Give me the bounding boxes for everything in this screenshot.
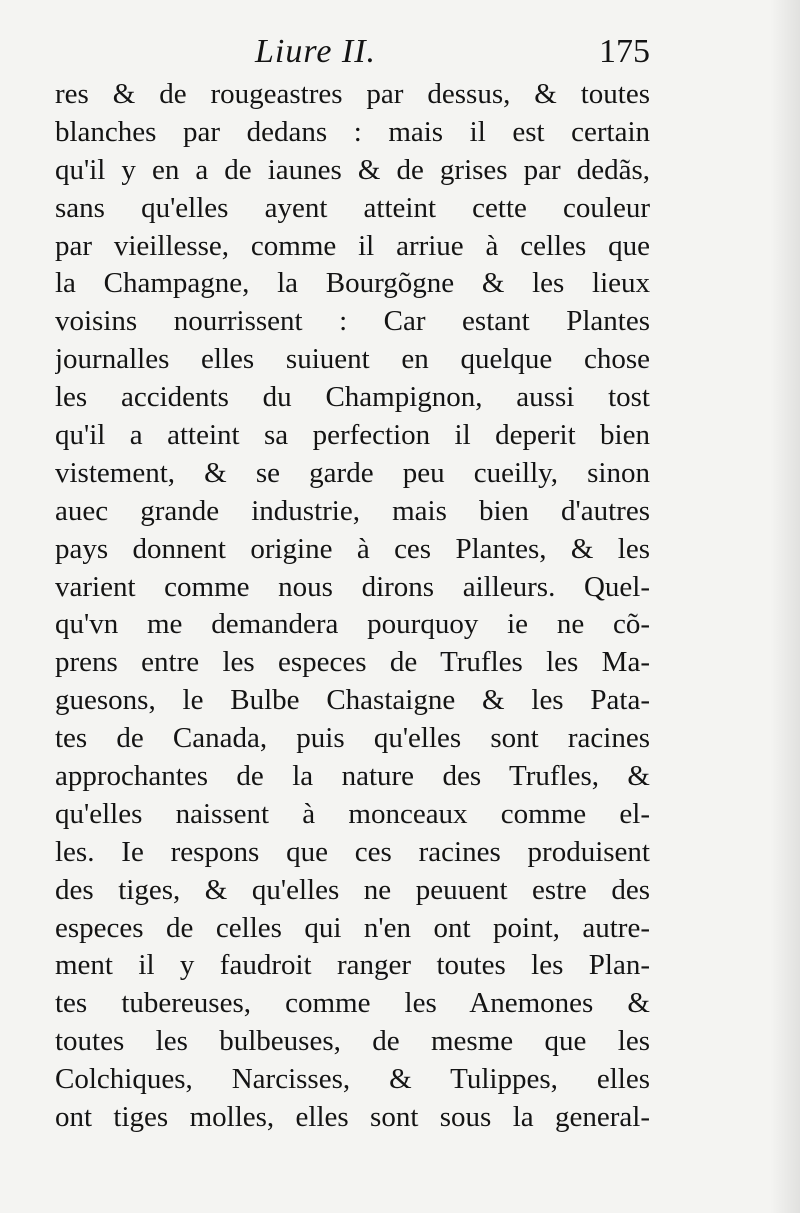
text-line: especes de celles qui n'en ont point, autre- <box>55 911 650 944</box>
text-line: vistement, & se garde peu cueilly, sinon <box>55 456 650 489</box>
body-text <box>55 76 650 1137</box>
text-line: par vieillesse, comme il arriue à celles que <box>55 229 650 262</box>
text-line: approchantes de la nature des Trufles, & <box>55 760 650 793</box>
text-line: auec grande industrie, mais bien d'autres <box>55 494 650 527</box>
text-line: blanches par dedans : mais il est certain <box>55 115 650 148</box>
text-line: voisins nourrissent : Car estant Plantes <box>55 305 650 338</box>
text-line: tes de Canada, puis qu'elles sont racines <box>55 722 650 755</box>
text-line: ont tiges molles, elles sont sous la general- <box>55 1101 650 1134</box>
text-line: res & de rougeastres par dessus, & toutes <box>55 78 650 110</box>
text-line: qu'il a atteint sa perfection il deperit bien <box>55 419 650 452</box>
text-line: la Champagne, la Bourgõgne & les lieux <box>55 267 650 300</box>
text-line: les. Ie respons que ces racines produisent <box>55 835 650 868</box>
text-line: prens entre les especes de Trufles les Ma- <box>55 646 650 679</box>
text-line: ment il y faudroit ranger toutes les Plan- <box>55 949 650 982</box>
page-header <box>55 30 650 80</box>
text-line: des tiges, & qu'elles ne peuuent estre des <box>55 873 650 906</box>
text-line: varient comme nous dirons ailleurs. Quel- <box>55 570 650 603</box>
page-number: 175 <box>599 33 650 70</box>
text-line: qu'il y en a de iaunes & de grises par dedãs, <box>55 153 650 186</box>
text-line: sans qu'elles ayent atteint cette couleur <box>55 191 650 224</box>
text-line: Colchiques, Narcisses, & Tulippes, elles <box>55 1063 650 1096</box>
running-title: Liure II. <box>255 33 377 70</box>
text-line: pays donnent origine à ces Plantes, & les <box>55 532 650 565</box>
text-line: qu'elles naissent à monceaux comme el- <box>55 797 650 830</box>
page-edge-shadow <box>770 0 800 1213</box>
text-line: qu'vn me demandera pourquoy ie ne cõ- <box>55 608 650 641</box>
text-line: toutes les bulbeuses, de mesme que les <box>55 1025 650 1058</box>
text-line: guesons, le Bulbe Chastaigne & les Pata- <box>55 684 650 717</box>
text-line: les accidents du Champignon, aussi tost <box>55 381 650 414</box>
text-line: journalles elles suiuent en quelque chose <box>55 343 650 376</box>
text-line: tes tubereuses, comme les Anemones & <box>55 987 650 1020</box>
